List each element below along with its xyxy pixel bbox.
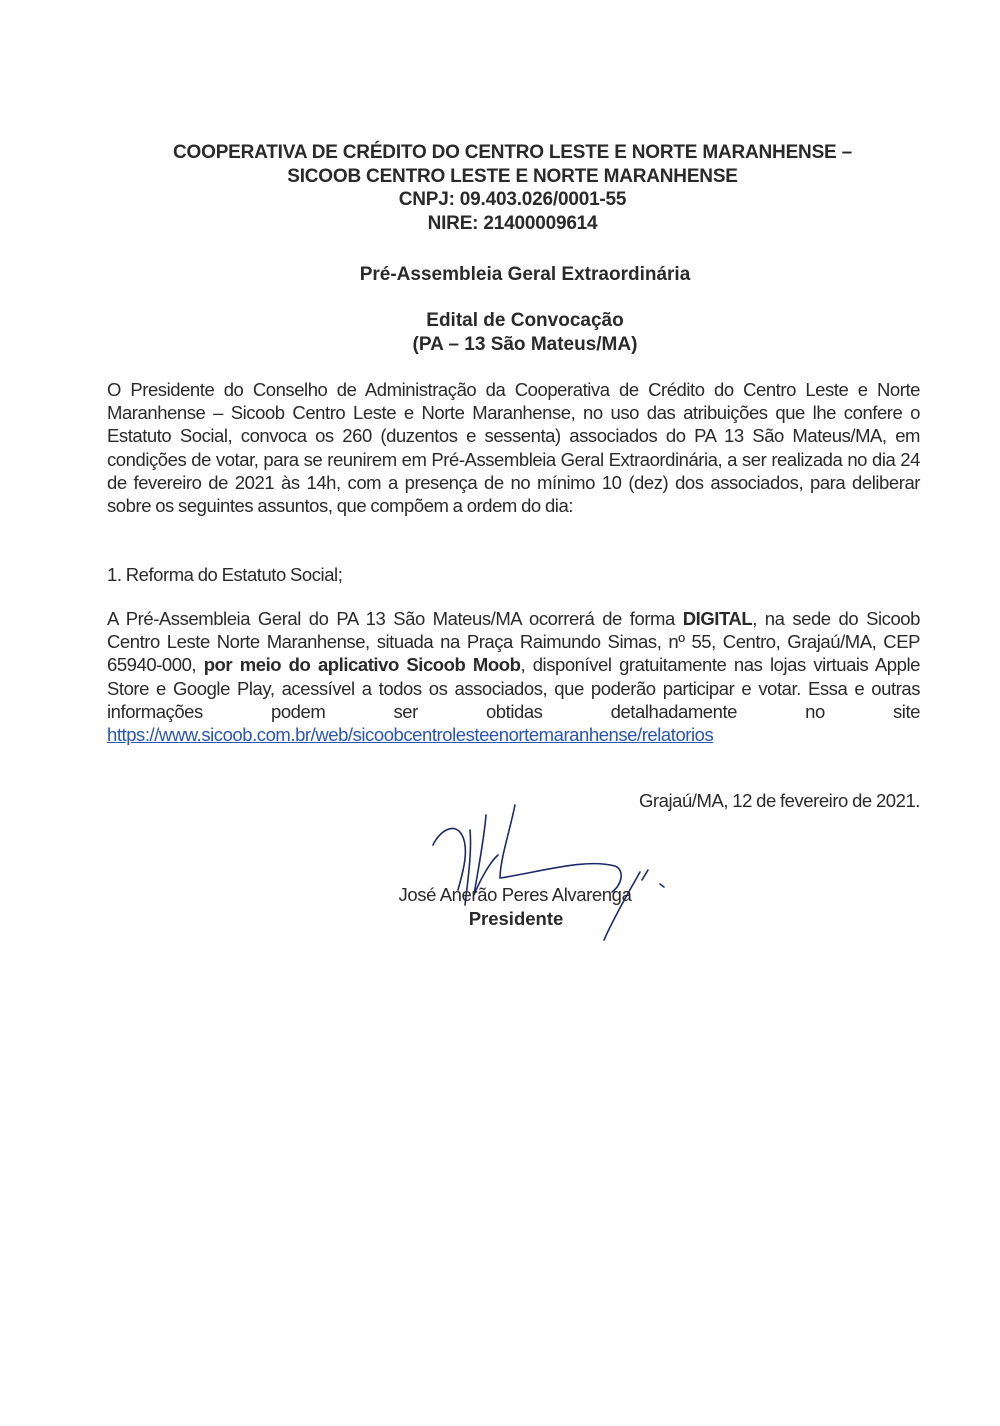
- signatory-role: Presidente: [468, 908, 564, 929]
- cnpj: CNPJ: 09.403.026/0001-55: [398, 189, 627, 210]
- convocation-paragraph: O Presidente do Conselho de Administração da Cooperativa de Crédito do Centro Leste e Norte Maranhense – Sicoob Centro Leste e Norte Maranhense, no uso das atribuições que lhe confere o Estatuto Social, convoca os 260 (duzentos e sessenta) associados do PA 13 São Mateus/MA, em condições de votar, para se reunirem em Pré-Assembleia Geral Extraordinária, a ser realizada no dia 24 de fevereiro de 2021 às 14h, com a presença de no mínimo 10 (dez) dos associados, para deliberar sobre os seguintes assuntos, que compõem a ordem do dia:: [107, 379, 920, 517]
- place-date: Grajaú/MA, 12 de fevereiro de 2021.: [638, 790, 920, 811]
- nire: NIRE: 21400009614: [427, 212, 598, 234]
- branch-subtitle: (PA – 13 São Mateus/MA): [412, 334, 638, 355]
- cooperative-name-line2: SICOOB CENTRO LESTE E NORTE MARANHENSE: [287, 165, 738, 187]
- signatory-name: José Anerão Peres Alvarenga: [398, 884, 632, 905]
- cooperative-name-line1: COOPERATIVA DE CRÉDITO DO CENTRO LESTE E NORTE MARANHENSE –: [173, 142, 852, 163]
- digital-emphasis: DIGITAL: [682, 608, 753, 629]
- text: , na sede do Sicoob Centro Leste Norte Maranhense, situada na Praça Raimundo Simas, nº 55, Centro, Grajaú/MA, CEP 65940-000,: [107, 608, 920, 676]
- document-subtitle: Edital de Convocação: [426, 310, 624, 331]
- agenda-item: 1. Reforma do Estatuto Social;: [107, 564, 343, 585]
- reports-link[interactable]: https://www.sicoob.com.br/web/sicoobcentrolesteenortemaranhense/relatorios: [107, 724, 714, 746]
- text: A Pré-Assembleia Geral do PA 13 São Mateus/MA ocorrerá de forma: [107, 608, 683, 629]
- text: , disponível gratuitamente nas lojas virtuais Apple Store e Google Play, acessível a todos os associados, que poderão participar e votar. Essa e outras informações podem ser obtidas detalhadamente no site: [107, 654, 920, 722]
- document-title: Pré-Assembleia Geral Extraordinária: [359, 264, 691, 285]
- app-emphasis: por meio do aplicativo Sicoob Moob: [203, 654, 521, 676]
